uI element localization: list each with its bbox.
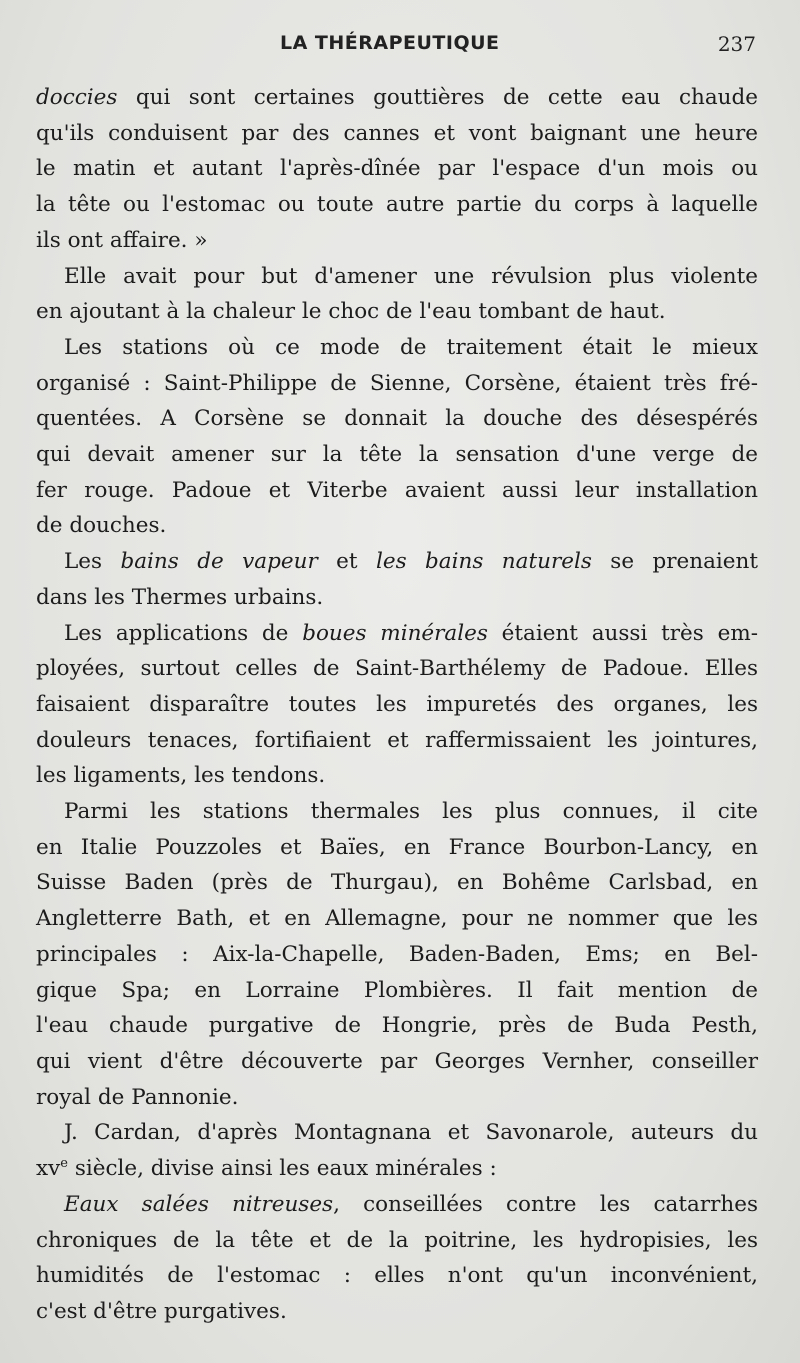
text-line	[36, 1008, 758, 1044]
text-run: étaient aussi très em-	[487, 620, 758, 646]
text-run: siècle, divise ainsi les eaux minérales :	[67, 1156, 497, 1182]
text-line	[36, 437, 758, 473]
text-run: royal de Pannonie.	[36, 1084, 239, 1110]
text-line	[36, 294, 758, 330]
text-line	[36, 937, 758, 973]
text-run: en ajoutant à la chaleur le choc de l'eau tombant de haut.	[36, 299, 666, 325]
text-line	[36, 901, 758, 937]
text-run: ployées, surtout celles de Saint-Barthélemy de Padoue. Elles	[36, 656, 758, 682]
text-line	[36, 508, 758, 544]
text-run: ils ont affaire. »	[36, 227, 208, 253]
text-run: xv	[36, 1156, 61, 1182]
text-run: J. Cardan, d'après Montagnana et Savonarole, auteurs du	[64, 1120, 758, 1146]
text-run: c'est d'être purgatives.	[36, 1298, 287, 1324]
text-run: en Italie Pouzzoles et Baïes, en France Bourbon-Lancy, en	[36, 834, 758, 860]
text-line	[36, 1044, 758, 1080]
italic-text: Eaux salées nitreuses	[64, 1191, 334, 1217]
italic-text: boues minérales	[302, 620, 488, 646]
text-line	[36, 187, 758, 223]
text-run: qui vient d'être découverte par Georges Vernher, conseiller	[36, 1048, 758, 1074]
text-line	[36, 687, 758, 723]
text-run: Les applications de	[64, 620, 303, 646]
paragraph	[36, 616, 758, 795]
text-line	[36, 616, 758, 652]
text-run: Parmi les stations thermales les plus connues, il cite	[64, 799, 758, 825]
text-run: le matin et autant l'après-dînée par l'espace d'un mois ou	[36, 156, 758, 182]
page-header	[0, 32, 800, 62]
superscript-text: e	[60, 1155, 68, 1171]
text-run: Angletterre Bath, et en Allemagne, pour ne nommer que les	[36, 906, 758, 932]
text-run: fer rouge. Padoue et Viterbe avaient aussi leur installation	[36, 477, 758, 503]
text-line	[36, 1223, 758, 1259]
text-run: les ligaments, les tendons.	[36, 763, 326, 789]
text-line	[36, 223, 758, 259]
text-run: faisaient disparaître toutes les impuretés des organes, les	[36, 691, 758, 717]
paragraph	[36, 259, 758, 330]
italic-text: doccies	[36, 85, 118, 110]
text-line	[36, 1258, 758, 1294]
text-run: Elle avait pour but d'amener une révulsion plus violente	[64, 263, 758, 289]
text-run: quentées. A Corsène se donnait la douche des désespérés	[36, 406, 758, 432]
text-line	[36, 1080, 758, 1116]
text-line	[36, 366, 758, 402]
text-line	[36, 151, 758, 187]
italic-text: bains de vapeur	[120, 549, 318, 575]
text-line	[36, 758, 758, 794]
text-run: l'eau chaude purgative de Hongrie, près de Buda Pesth,	[36, 1013, 758, 1039]
text-line	[36, 1115, 758, 1151]
text-run: qui devait amener sur la tête la sensation d'une verge de	[36, 442, 758, 468]
text-run: principales : Aix-la-Chapelle, Baden-Baden, Ems; en Bel-	[36, 941, 758, 967]
text-run: , conseillées contre les catarrhes	[333, 1191, 758, 1217]
text-run: qu'ils conduisent par des cannes et vont baignant une heure	[36, 120, 758, 146]
text-run: Suisse Baden (près de Thurgau), en Bohême Carlsbad, en	[36, 870, 758, 896]
italic-text: les bains naturels	[375, 549, 592, 575]
text-run: humidités de l'estomac : elles n'ont qu'un inconvénient,	[36, 1263, 758, 1289]
text-run: se prenaient	[591, 549, 758, 575]
paragraph	[36, 1115, 758, 1186]
text-run: gique Spa; en Lorraine Plombières. Il fait mention de	[36, 977, 758, 1003]
text-line	[36, 259, 758, 295]
text-line	[36, 330, 758, 366]
text-run: et	[317, 549, 376, 575]
paragraph	[36, 330, 758, 544]
paragraph	[36, 544, 758, 615]
text-run: organisé : Saint-Philippe de Sienne, Corsène, étaient très fré-	[36, 370, 758, 396]
text-line	[36, 794, 758, 830]
text-run: Les stations où ce mode de traitement était le mieux	[64, 334, 758, 360]
text-line	[36, 830, 758, 866]
paragraph	[36, 80, 758, 259]
text-run: dans les Thermes urbains.	[36, 584, 324, 610]
text-run: douleurs tenaces, fortifiaient et raffermissaient les jointures,	[36, 727, 758, 753]
text-run: de douches.	[36, 513, 167, 539]
paragraph	[36, 794, 758, 1115]
text-line	[36, 1294, 758, 1330]
text-line	[36, 473, 758, 509]
text-line	[36, 973, 758, 1009]
paragraph	[36, 1187, 758, 1330]
text-line	[36, 80, 758, 116]
text-run: qui sont certaines gouttières de cette eau chaude	[117, 85, 758, 110]
page-number: 237	[717, 32, 756, 56]
text-line	[36, 401, 758, 437]
text-line	[36, 1187, 758, 1223]
text-line	[36, 116, 758, 152]
text-line	[36, 580, 758, 616]
text-line	[36, 544, 758, 580]
running-title: LA THÉRAPEUTIQUE	[280, 32, 500, 54]
body-text	[36, 80, 758, 1330]
text-line	[36, 651, 758, 687]
text-line	[36, 865, 758, 901]
text-run: chroniques de la tête et de la poitrine, les hydropisies, les	[36, 1227, 758, 1253]
text-run: Les	[64, 549, 121, 575]
text-line	[36, 1151, 758, 1187]
text-line	[36, 723, 758, 759]
text-run: la tête ou l'estomac ou toute autre partie du corps à laquelle	[36, 192, 758, 218]
